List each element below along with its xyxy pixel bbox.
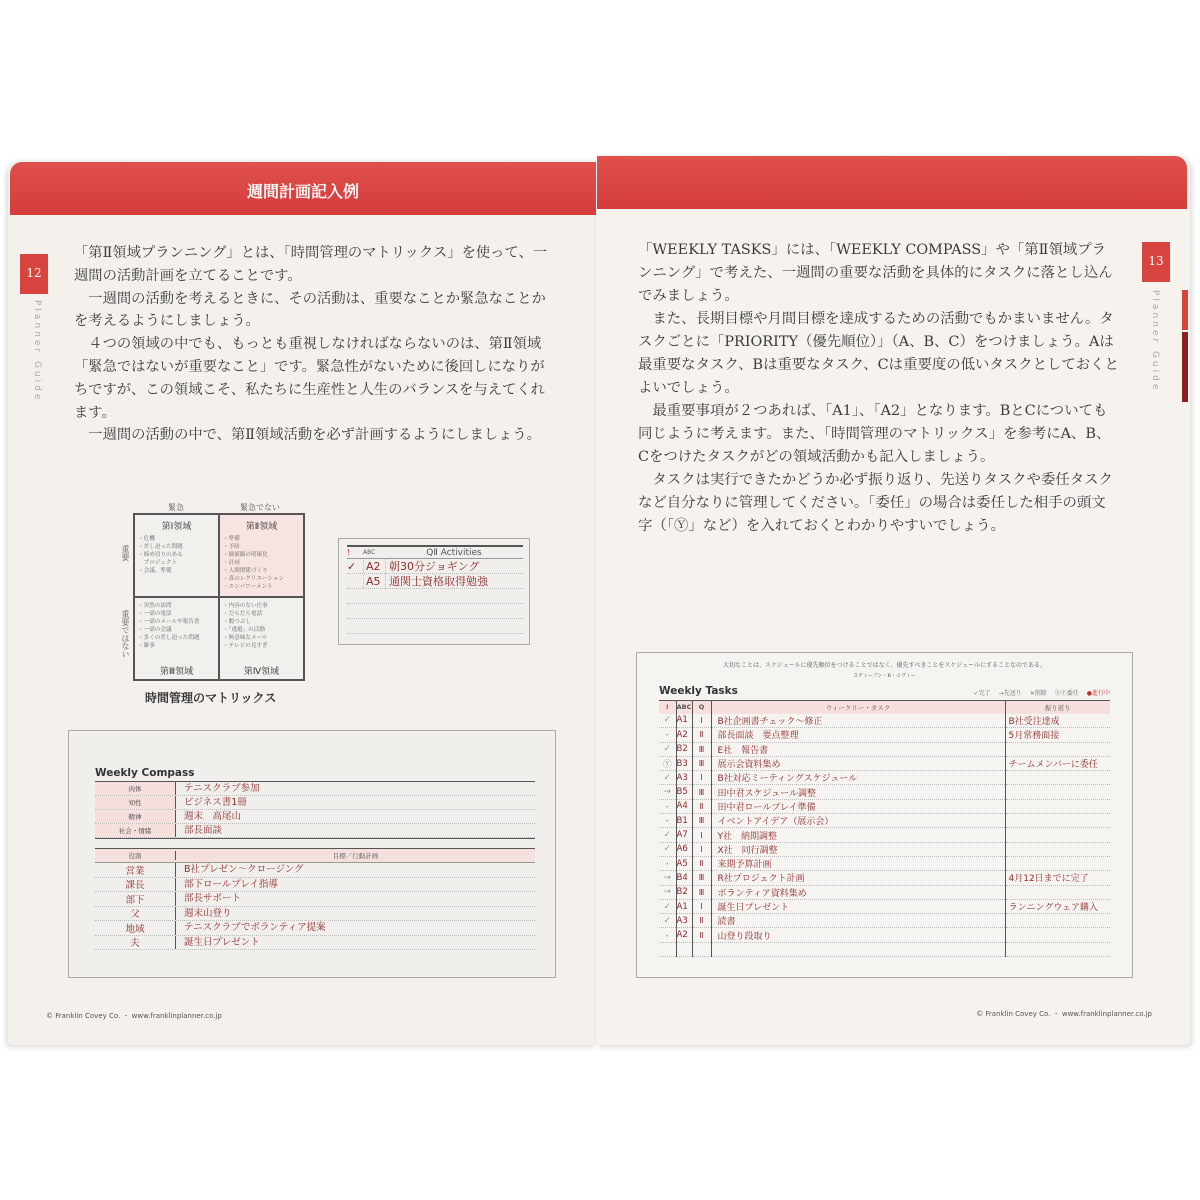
task-row xyxy=(659,814,1110,828)
review-header: 振り返り xyxy=(1005,701,1110,714)
review-text xyxy=(1005,842,1110,856)
matrix-row-not-important: 重要ではない xyxy=(121,610,130,658)
check-icon: ✓ xyxy=(347,559,357,573)
matrix-caption: 時間管理のマトリックス xyxy=(145,691,277,705)
task-row xyxy=(659,871,1110,885)
task-text: 展示会資料集め xyxy=(711,756,1005,770)
role-label: 父 xyxy=(130,909,140,921)
quadrant-item: ・だらだら電話 xyxy=(223,611,263,617)
review-text xyxy=(1005,742,1110,756)
role-goal: 誕生日プレゼント xyxy=(175,936,535,950)
renewal-row xyxy=(95,796,535,810)
status-mark: Ⓨ xyxy=(662,760,672,771)
left-body-text xyxy=(74,242,552,447)
status-mark: ✓ xyxy=(663,830,672,841)
priority xyxy=(676,942,692,956)
review-text xyxy=(1005,856,1110,870)
quadrant-item: ・「逃避」の活動 xyxy=(223,627,265,633)
paragraph: 「第Ⅱ領域プランニング」とは、「時間管理のマトリックス」を使って、一週間の活動計画を立てることです。 xyxy=(74,245,548,284)
review-text xyxy=(1005,785,1110,799)
role-row xyxy=(95,878,535,893)
sharpen-the-saw-table xyxy=(95,781,535,839)
paragraph: 最重要事項が２つあれば、「A1」、「A2」となります。BとCについても同じように考えます。また、「時間管理のマトリックス」を参考にA、B、Cをつけたタスクがどの領域活動かも記入しましょう。 xyxy=(638,403,1111,465)
index-tab[interactable] xyxy=(1182,332,1188,402)
task-text: 読書 xyxy=(711,914,1005,928)
quadrant-title: 第Ⅰ領域 xyxy=(161,522,192,532)
task-row xyxy=(659,756,1110,770)
quadrant: Ⅱ xyxy=(692,856,711,870)
quadrant-list xyxy=(138,602,215,650)
status-mark: ・ xyxy=(662,931,672,942)
quadrant-item: ・準備 xyxy=(223,536,240,542)
task-row xyxy=(659,928,1110,942)
priority: A4 xyxy=(676,799,692,813)
paragraph: タスクは実行できたかどうか必ず振り返り、先送りタスクや委任タスクなど自分なりに管理してください。「委任」の場合は委任した相手の頭文字（「Ⓨ」など）を入れておくとわかりやすいでしょう。 xyxy=(638,472,1113,534)
q2-activity-row xyxy=(347,619,523,634)
task-text: B社企画書チェック〜修正 xyxy=(711,714,1005,728)
priority: A2 xyxy=(363,560,385,573)
priority: B3 xyxy=(676,756,692,770)
renewal-label: 精神 xyxy=(95,810,175,823)
time-management-matrix xyxy=(133,513,305,681)
quadrant: Ⅰ xyxy=(692,771,711,785)
quadrant-title: 第Ⅳ領域 xyxy=(243,667,280,677)
role-label: 夫 xyxy=(130,938,140,950)
weekly-compass-title: Weekly Compass xyxy=(95,767,195,779)
paragraph: 一週間の活動を考えるときに、その活動は、重要なことか緊急なことかを考えるようにしましょう。 xyxy=(74,290,546,330)
priority: A1 xyxy=(676,714,692,728)
task-row xyxy=(659,785,1110,799)
quadrant-1 xyxy=(134,514,219,597)
role-row xyxy=(95,907,535,922)
quadrant: Ⅰ xyxy=(692,828,711,842)
quadrant-item: ・計画 xyxy=(223,560,240,566)
status-mark xyxy=(659,942,676,956)
task-row xyxy=(659,714,1110,728)
quadrant: Ⅱ xyxy=(692,728,711,742)
quadrant: Ⅲ xyxy=(692,814,711,828)
quadrant-item: ・雑事 xyxy=(138,643,155,649)
status-mark: ・ xyxy=(662,817,672,828)
renewal-row xyxy=(95,824,535,838)
task-row xyxy=(659,842,1110,856)
task-text: 来期予算計画 xyxy=(711,856,1005,870)
task-text: B社対応ミーティングスケジュール xyxy=(711,771,1005,785)
renewal-value: 部長面談 xyxy=(175,824,535,837)
paragraph: ４つの領域の中でも、もっとも重視しなければならないのは、第Ⅱ領域「緊急ではないが重要なこと」です。緊急性がないために後回しになりがちですが、この領域こそ、私たちに生産性と人生のバランスを与えてくれます。 xyxy=(74,336,545,421)
renewal-label: 肉体 xyxy=(95,782,175,795)
activity-text: 通関士資格取得勉強 xyxy=(385,573,523,589)
q2-activity-row xyxy=(347,604,523,619)
quadrant-item: ・テレビの見すぎ xyxy=(223,643,268,649)
renewal-value: テニスクラブ参加 xyxy=(175,782,535,795)
quadrant-item: ・内容のない仕事 xyxy=(223,603,268,609)
weekly-tasks-table xyxy=(659,700,1110,957)
status-mark: → xyxy=(663,787,672,798)
renewal-label: 知性 xyxy=(95,796,175,809)
legend-item: →先送り xyxy=(998,690,1022,697)
review-text xyxy=(1005,942,1110,956)
q2-activities-card xyxy=(338,538,530,645)
quadrant-item: ・会議、準備 xyxy=(138,568,172,574)
page-number-12: 12 xyxy=(20,254,48,294)
legend-item: ⓈⓎ委任 xyxy=(1054,690,1079,697)
legend-item: ✓完了 xyxy=(973,690,991,697)
paragraph: また、長期目標や月間目標を達成するための活動でもかまいません。タスクごとに「PRIORITY（優先順位）」（A、B、C）をつけましょう。Aは最重要なタスク、Bは重要なタスク、Cは重要度の低いタスクとしておくとよいでしょう。 xyxy=(638,311,1119,396)
task-text: イベントアイデア（展示会） xyxy=(711,814,1005,828)
page-title: 週間計画記入例 xyxy=(246,182,359,201)
side-label-left: Planner Guide xyxy=(32,300,42,403)
review-text: 5月常務面接 xyxy=(1005,728,1110,742)
roles-table xyxy=(95,863,535,950)
mark-header: ! xyxy=(665,703,669,712)
priority-mark-header: ! xyxy=(347,548,351,557)
task-text: 田中君スケジュール調整 xyxy=(711,785,1005,799)
task-row xyxy=(659,828,1110,842)
role-label: 部下 xyxy=(125,894,145,906)
quadrant: Ⅲ xyxy=(692,871,711,885)
weekly-tasks-card xyxy=(636,652,1133,978)
priority: A2 xyxy=(676,928,692,942)
task-text: 誕生日プレゼント xyxy=(711,899,1005,913)
status-mark: → xyxy=(663,872,672,883)
side-label-right: Planner Guide xyxy=(1150,290,1160,393)
task-text: Y社 納期調整 xyxy=(711,828,1005,842)
matrix-col-urgent: 緊急 xyxy=(168,503,184,512)
q2-activities-rows xyxy=(347,559,523,634)
role-label: 営業 xyxy=(125,865,145,877)
quadrant-item: ・締め切りのある xyxy=(138,552,183,558)
page-number-13: 13 xyxy=(1142,242,1170,282)
activity-text: 朝30分ジョギング xyxy=(385,558,523,574)
quadrant-item: ・エンパワーメント xyxy=(223,584,273,590)
quadrant-item: プロジェクト xyxy=(138,560,178,566)
quadrant-list xyxy=(223,602,300,650)
goal-header: 目標／行動計画 xyxy=(175,851,535,860)
quadrant: Ⅱ xyxy=(692,928,711,942)
renewal-row xyxy=(95,810,535,824)
right-body-text xyxy=(638,239,1120,538)
priority: A3 xyxy=(676,914,692,928)
priority: A5 xyxy=(363,575,385,588)
quadrant-item: ・真のレクリエーション xyxy=(223,576,285,582)
status-legend xyxy=(966,688,1110,697)
q-header: Q xyxy=(692,701,711,714)
priority: A3 xyxy=(676,771,692,785)
task-text: E社 報告書 xyxy=(711,742,1005,756)
quadrant-item: ・一部の電話 xyxy=(138,611,172,617)
q2-activities-header: QⅡ Activities xyxy=(426,547,482,558)
matrix-row-important: 重要 xyxy=(121,545,130,561)
renewal-value: 週末 高尾山 xyxy=(175,810,535,823)
review-text: チームメンバーに委任 xyxy=(1005,756,1110,770)
quadrant-item: ・価値観の明確化 xyxy=(223,552,268,558)
role-header: 役割 xyxy=(128,852,142,860)
role-goal: 部長サポート xyxy=(175,892,535,906)
task-header: ウィークリー・タスク xyxy=(711,701,1005,714)
review-text: ランニングウェア購入 xyxy=(1005,899,1110,913)
index-tab[interactable] xyxy=(1182,290,1188,330)
paragraph: 「WEEKLY TASKS」には、「WEEKLY COMPASS」や「第Ⅱ領域プランニング」で考えた、一週間の重要な活動を具体的にタスクに落とし込んでみましょう。 xyxy=(638,242,1113,304)
status-mark: ・ xyxy=(662,731,672,742)
abc-header: ABC xyxy=(676,701,692,714)
abc-header: ABC xyxy=(363,549,376,556)
renewal-row xyxy=(95,782,535,796)
quadrant-list xyxy=(223,535,300,591)
status-mark: ✓ xyxy=(663,772,672,783)
quadrant: Ⅲ xyxy=(692,785,711,799)
task-row xyxy=(659,885,1110,899)
priority: A2 xyxy=(676,728,692,742)
quadrant-3 xyxy=(134,597,219,680)
q2-activity-row xyxy=(347,589,523,604)
legend-item: ●進行中 xyxy=(1086,690,1110,697)
quadrant-item: ・一部のメールや報告書 xyxy=(138,619,200,625)
quadrant-item: ・差し迫った問題 xyxy=(138,544,183,550)
role-row xyxy=(95,863,535,878)
review-text xyxy=(1005,814,1110,828)
review-text xyxy=(1005,928,1110,942)
status-mark: ✓ xyxy=(663,901,672,912)
quadrant-item: ・一部の会議 xyxy=(138,627,172,633)
footer-left: © Franklin Covey Co. ・ www.franklinplanner.co.jp xyxy=(46,1012,222,1020)
header-band-left xyxy=(10,162,596,215)
task-text: ボランティア資料集め xyxy=(711,885,1005,899)
task-row xyxy=(659,728,1110,742)
task-row xyxy=(659,799,1110,813)
status-mark: ・ xyxy=(662,802,672,813)
quadrant-list xyxy=(138,535,215,575)
role-label: 課長 xyxy=(125,880,145,892)
priority: B5 xyxy=(676,785,692,799)
review-text xyxy=(1005,828,1110,842)
task-row xyxy=(659,914,1110,928)
quadrant: Ⅰ xyxy=(692,842,711,856)
quadrant: Ⅲ xyxy=(692,885,711,899)
quote: 大切なことは、スケジュールに優先順位をつけることではなく、優先すべきことをスケジュールにすることなのである。 xyxy=(722,662,1047,669)
quadrant: Ⅱ xyxy=(692,799,711,813)
priority: B4 xyxy=(676,871,692,885)
q2-activity-row xyxy=(347,574,523,589)
quadrant-title: 第Ⅲ領域 xyxy=(159,667,194,677)
priority: A7 xyxy=(676,828,692,842)
task-row xyxy=(659,899,1110,913)
task-text: X社 同行調整 xyxy=(711,842,1005,856)
quadrant-item: ・暇つぶし xyxy=(223,619,251,625)
renewal-label: 社会・情緒 xyxy=(95,824,175,837)
priority: A1 xyxy=(676,899,692,913)
role-goal: 部下ロールプレイ指導 xyxy=(175,878,535,892)
task-row xyxy=(659,942,1110,956)
review-text: 4月12日までに完了 xyxy=(1005,871,1110,885)
weekly-tasks-title: Weekly Tasks xyxy=(659,685,738,697)
quadrant: Ⅲ xyxy=(692,742,711,756)
role-row xyxy=(95,892,535,907)
review-text xyxy=(1005,771,1110,785)
review-text: B社受注達成 xyxy=(1005,714,1110,728)
quadrant: Ⅰ xyxy=(692,899,711,913)
quadrant-2 xyxy=(219,514,304,597)
quadrant xyxy=(692,942,711,956)
status-mark: ✓ xyxy=(663,844,672,855)
review-text xyxy=(1005,885,1110,899)
role-goal: テニスクラブでボランティア提案 xyxy=(175,921,535,935)
role-goal: 週末山登り xyxy=(175,907,535,921)
review-text xyxy=(1005,799,1110,813)
priority: B1 xyxy=(676,814,692,828)
task-text: 山登り段取り xyxy=(711,928,1005,942)
renewal-value: ビジネス書1冊 xyxy=(175,796,535,809)
quadrant-4 xyxy=(219,597,304,680)
role-goal: B社プレゼン〜クロージング xyxy=(175,863,535,877)
quadrant-title: 第Ⅱ領域 xyxy=(245,522,278,532)
header-band-right xyxy=(597,156,1187,209)
footer-right: © Franklin Covey Co. ・ www.franklinplanner.co.jp xyxy=(976,1010,1152,1018)
status-mark: ✓ xyxy=(663,744,672,755)
quadrant: Ⅱ xyxy=(692,914,711,928)
status-mark: ✓ xyxy=(663,915,672,926)
priority: B2 xyxy=(676,742,692,756)
task-text: 部長面談 要点整理 xyxy=(711,728,1005,742)
weekly-compass-card xyxy=(68,730,556,978)
priority: A5 xyxy=(676,856,692,870)
status-mark: → xyxy=(663,887,672,898)
quadrant-item: ・人間関係づくり xyxy=(223,568,268,574)
matrix-col-not-urgent: 緊急でない xyxy=(240,503,280,512)
quadrant-item: ・危機 xyxy=(138,536,155,542)
quadrant-item: ・無意味なメール xyxy=(223,635,268,641)
quadrant-item: ・予防 xyxy=(223,544,240,550)
task-text xyxy=(711,942,1005,956)
task-row xyxy=(659,771,1110,785)
quadrant-item: ・多くの差し迫った問題 xyxy=(138,635,200,641)
paragraph: 一週間の活動の中で、第Ⅱ領域活動を必ず計画するようにしましょう。 xyxy=(88,427,541,444)
task-row xyxy=(659,742,1110,756)
status-mark: ✓ xyxy=(663,715,672,726)
task-row xyxy=(659,856,1110,870)
q2-activity-row xyxy=(347,559,523,574)
status-mark: ・ xyxy=(662,860,672,871)
role-row xyxy=(95,936,535,951)
role-label: 地域 xyxy=(125,923,145,935)
task-text: R社プロジェクト計画 xyxy=(711,871,1005,885)
quadrant: Ⅰ xyxy=(692,714,711,728)
quadrant: Ⅲ xyxy=(692,756,711,770)
role-row xyxy=(95,921,535,936)
task-text: 田中君ロールプレイ準備 xyxy=(711,799,1005,813)
legend-item: ×削除 xyxy=(1029,690,1047,697)
review-text xyxy=(1005,914,1110,928)
quote-author: スティーブン・R・コヴィー xyxy=(853,673,916,679)
quadrant-item: ・突然の訪問 xyxy=(138,603,172,609)
priority: B2 xyxy=(676,885,692,899)
priority: A6 xyxy=(676,842,692,856)
